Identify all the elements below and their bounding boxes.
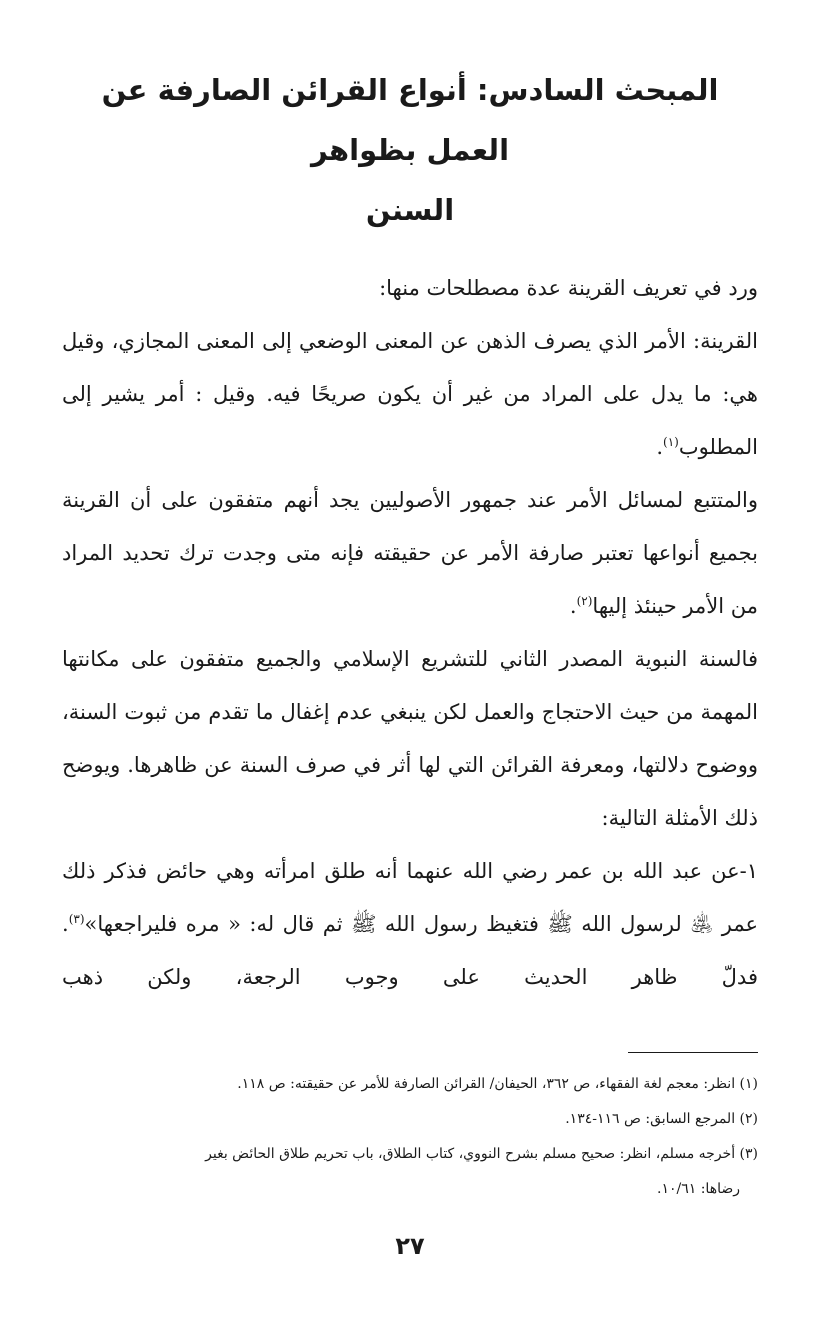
footnote-2: (٢) المرجع السابق: ص ١١٦-١٣٤. — [565, 1111, 758, 1127]
paragraph-3-text: والمتتبع لمسائل الأمر عند جمهور الأصوليين يجد أنهم متفقون على أن القرينة بجميع أنواعها تعتبر صارفة الأمر عن حقيقته فإنه متى وجدت ترك تحديد المراد من الأمر حينئذ إليها — [62, 488, 758, 618]
paragraph-5 — [62, 845, 758, 1004]
paragraph-3 — [62, 474, 758, 633]
footnote-ref-3: (٣) — [68, 912, 85, 926]
heading-line-2: السنن — [365, 193, 455, 227]
footnotes — [62, 1067, 758, 1207]
footnote-separator — [628, 1052, 758, 1053]
paragraph-3-end: . — [569, 594, 577, 618]
page-number: ٢٧ — [395, 1232, 425, 1260]
footnote-1: (١) انظر: معجم لغة الفقهاء، ص ٣٦٢، الحيفان/ القرائن الصارفة للأمر عن حقيقته: ص ١١٨. — [237, 1076, 758, 1092]
paragraph-2-text: القرينة: الأمر الذي يصرف الذهن عن المعنى الوضعي إلى المعنى المجازي، وقيل هي: ما يدل على المراد من غير أن يكون صريحًا فيه. وقيل : أمر يشير إلى المطلوب — [62, 329, 759, 459]
body-text — [62, 262, 758, 1004]
footnote-ref-2: (٢) — [576, 594, 593, 608]
heading-line-1: المبحث السادس: أنواع القرائن الصارفة عن العمل بظواهر — [101, 73, 719, 167]
footnote-3-continuation: رضاها: ١٠/٦١. — [657, 1181, 740, 1197]
footnote-3: (٣) أخرجه مسلم، انظر: صحيح مسلم بشرح النووي، كتاب الطلاق، باب تحريم طلاق الحائض بغير — [205, 1146, 758, 1162]
paragraph-2 — [62, 315, 758, 474]
paragraph-2-end: . — [656, 435, 663, 459]
paragraph-1: ورد في تعريف القرينة عدة مصطلحات منها: — [379, 276, 758, 300]
footnote-ref-1: (١) — [663, 435, 679, 449]
paragraph-5-text: ١-عن عبد الله بن عمر رضي الله عنهما أنه طلق امرأته وهي حائض فذكر ذلك عمر ﵁ لرسول الله ﷺ فتغيظ رسول الله ﷺ ثم قال له: « مره فليراجعها» — [62, 859, 758, 936]
paragraph-4: فالسنة النبوية المصدر الثاني للتشريع الإسلامي والجميع متفقون على مكانتها المهمة من حيث الاحتجاج والعمل لكن ينبغي عدم إغفال ما تقدم من ثبوت السنة، ووضوح دلالتها، ومعرفة القرائن التي لها أثر في صرف السنة عن ظاهرها. ويوضح ذلك الأمثلة التالية: — [62, 647, 758, 830]
section-heading — [62, 60, 758, 240]
paragraph-5-end: . فدلّ ظاهر الحديث على وجوب الرجعة، ولكن ذهب — [62, 912, 758, 989]
